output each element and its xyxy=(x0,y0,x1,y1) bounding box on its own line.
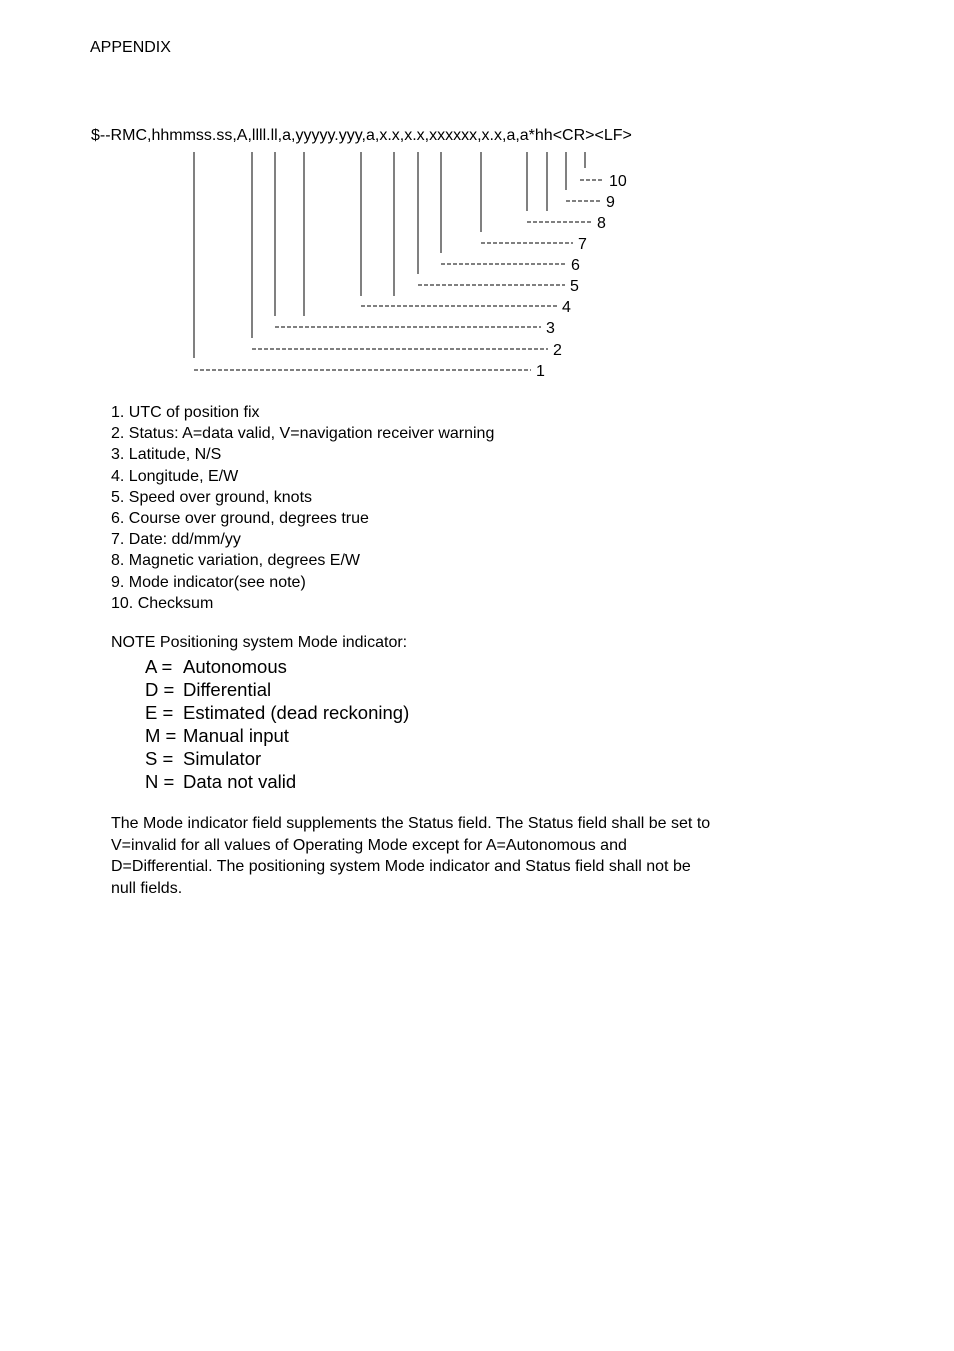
mode-description: Manual input xyxy=(183,725,289,746)
list-item: 10. Checksum xyxy=(111,594,214,612)
mode-code: E = xyxy=(145,702,174,723)
list-item: 4. Longitude, E/W xyxy=(111,467,239,485)
pointer-label-9: 9 xyxy=(606,194,615,211)
mode-description: Differential xyxy=(183,679,272,700)
list-item xyxy=(145,770,409,793)
pointer-label-6: 6 xyxy=(571,257,580,274)
pointer-label-4: 4 xyxy=(562,299,571,316)
mode-code: A = xyxy=(145,656,173,677)
mode-code: D = xyxy=(145,679,175,700)
mode-description: Autonomous xyxy=(183,656,287,677)
pointer-label-2: 2 xyxy=(553,342,562,359)
mode-indicator-paragraph: The Mode indicator field supplements the Status field. The Status field shall be set to V=invalid for all values of Operating Mode except for A=Autonomous and D=Differential. The positioning system Mode indicator and Status field shall not be null fields. xyxy=(111,815,711,897)
pointer-label-7: 7 xyxy=(578,236,587,253)
list-item: 9. Mode indicator(see note) xyxy=(111,573,306,591)
list-item xyxy=(145,655,409,678)
mode-code: N = xyxy=(145,771,175,792)
mode-code: M = xyxy=(145,725,177,746)
page-header: APPENDIX xyxy=(90,39,171,56)
connector-lines xyxy=(194,152,604,370)
list-item: 6. Course over ground, degrees true xyxy=(111,510,369,528)
pointer-label-3: 3 xyxy=(546,320,555,337)
pointer-label-1: 1 xyxy=(536,363,545,380)
list-item xyxy=(145,724,409,747)
field-description-list xyxy=(111,402,494,614)
rmc-sentence-format: $--RMC,hhmmss.ss,A,llll.ll,a,yyyyy.yyy,a,x.x,x.x,xxxxxx,x.x,a,a*hh<CR><LF> xyxy=(91,127,632,144)
field-number-labels xyxy=(536,173,627,380)
list-item xyxy=(145,701,409,724)
list-item: 1. UTC of position fix xyxy=(111,404,260,421)
list-item: 7. Date: dd/mm/yy xyxy=(111,531,241,549)
pointer-label-5: 5 xyxy=(570,278,579,295)
list-item: 8. Magnetic variation, degrees E/W xyxy=(111,552,361,570)
list-item xyxy=(145,678,409,701)
mode-indicator-list xyxy=(145,655,409,793)
note-title: NOTE Positioning system Mode indicator: xyxy=(111,634,408,651)
list-item: 2. Status: A=data valid, V=navigation receiver warning xyxy=(111,425,495,443)
mode-code: S = xyxy=(145,748,174,769)
mode-description: Estimated (dead reckoning) xyxy=(183,702,410,723)
field-pointer-diagram xyxy=(0,0,954,400)
mode-description: Data not valid xyxy=(183,771,297,792)
pointer-label-8: 8 xyxy=(597,215,606,232)
list-item xyxy=(145,747,409,770)
list-item: 5. Speed over ground, knots xyxy=(111,488,313,506)
mode-description: Simulator xyxy=(183,748,262,769)
pointer-label-10: 10 xyxy=(609,173,627,190)
list-item: 3. Latitude, N/S xyxy=(111,446,222,464)
